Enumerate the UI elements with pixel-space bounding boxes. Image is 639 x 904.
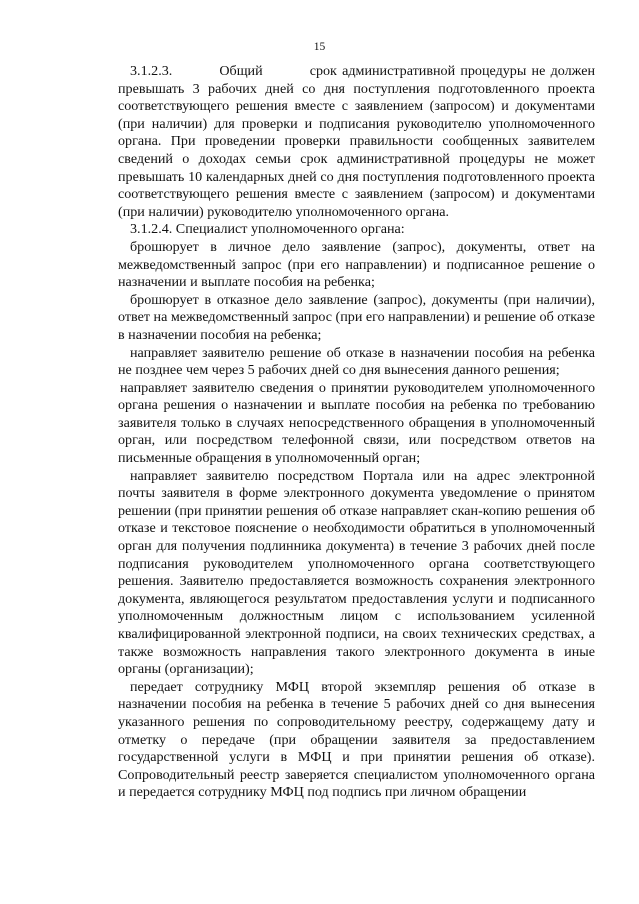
paragraph-send-refusal: направляет заявителю решение об отказе в назначении пособия на ребенка не позднее чем через 5 рабочих дней со дня вынесения данного решения; <box>118 344 595 379</box>
paragraph-refusal-file: брошюрует в отказное дело заявление (запрос), документы (при наличии), ответ на межведомственный запрос (при его направлении) и решение об отказе в назначении пособия на ребенка; <box>118 291 596 343</box>
paragraph-3-1-2-3: 3.1.2.3. Общий срок административной процедуры не должен превышать 3 рабочих дней со дня поступления подготовленного проекта соответствующего решения вместе с заявлением (запросом) и документами (при наличии) для проверки и подписания руководителю уполномоченного органа. При проведении проверки правильности сообщенных заявителем сведений о доходах семьи срок административной процедуры не может превышать 10 календарных дней со дня поступления подготовленного проекта соответствующего решения вместе с заявлением (запросом) и документами (при наличии) руководителю уполномоченного органа. <box>118 63 595 220</box>
paragraph-send-info: направляет заявителю сведения о принятии руководителем уполномоченного органа решения о назначении и выплате пособия на ребенка по требованию заявителя только в случаях непосредственного обращения в уполномоченный орган, или посредством телефонной связи, или посредством ответов на письменные обращения в уполномоченный орган; <box>118 379 595 467</box>
paragraph-personal-file: брошюрует в личное дело заявление (запрос), документы, ответ на межведомственный запрос (при его направлении) и подписанное решение о назначении и выплате пособия на ребенка; <box>118 238 595 291</box>
paragraph-portal-notification: направляет заявителю посредством Портала или на адрес электронной почты заявителя в форме электронного документа уведомление о принятом решении (при принятии решения об отказе направляет скан-копию решения об отказе и текстовое пояснение о необходимости обратиться в уполномоченный орган для получения подлинника документа) в течение 3 рабочих дней после подписания руководителем уполномоченного органа соответствующего решения. Заявителю предоставляется возможность сохранения электронного документа, являющегося результатом предоставления услуги и подписанного уполномоченным должностным лицом с использованием усиленной квалифицированной электронной подписи, на своих технических средствах, а также возможность направления такого электронного документа в иные органы (организации); <box>118 467 595 678</box>
page-number: 15 <box>313 41 326 53</box>
paragraph-3-1-2-4: 3.1.2.4. Специалист уполномоченного органа: <box>130 221 405 238</box>
paragraph-mfc-transfer: передает сотруднику МФЦ второй экземпляр решения об отказе в назначении пособия на ребенка в течение 5 рабочих дней со дня вынесения указанного решения по сопроводительному реестру, содержащему дату и отметку о передаче (при обращении заявителя за предоставлением государственной услуги в МФЦ и при принятии решения об отказе). Сопроводительный реестр заверяется специалистом уполномоченного органа и передается сотруднику МФЦ под подпись при личном обращении <box>118 678 595 801</box>
document-body <box>118 63 595 802</box>
